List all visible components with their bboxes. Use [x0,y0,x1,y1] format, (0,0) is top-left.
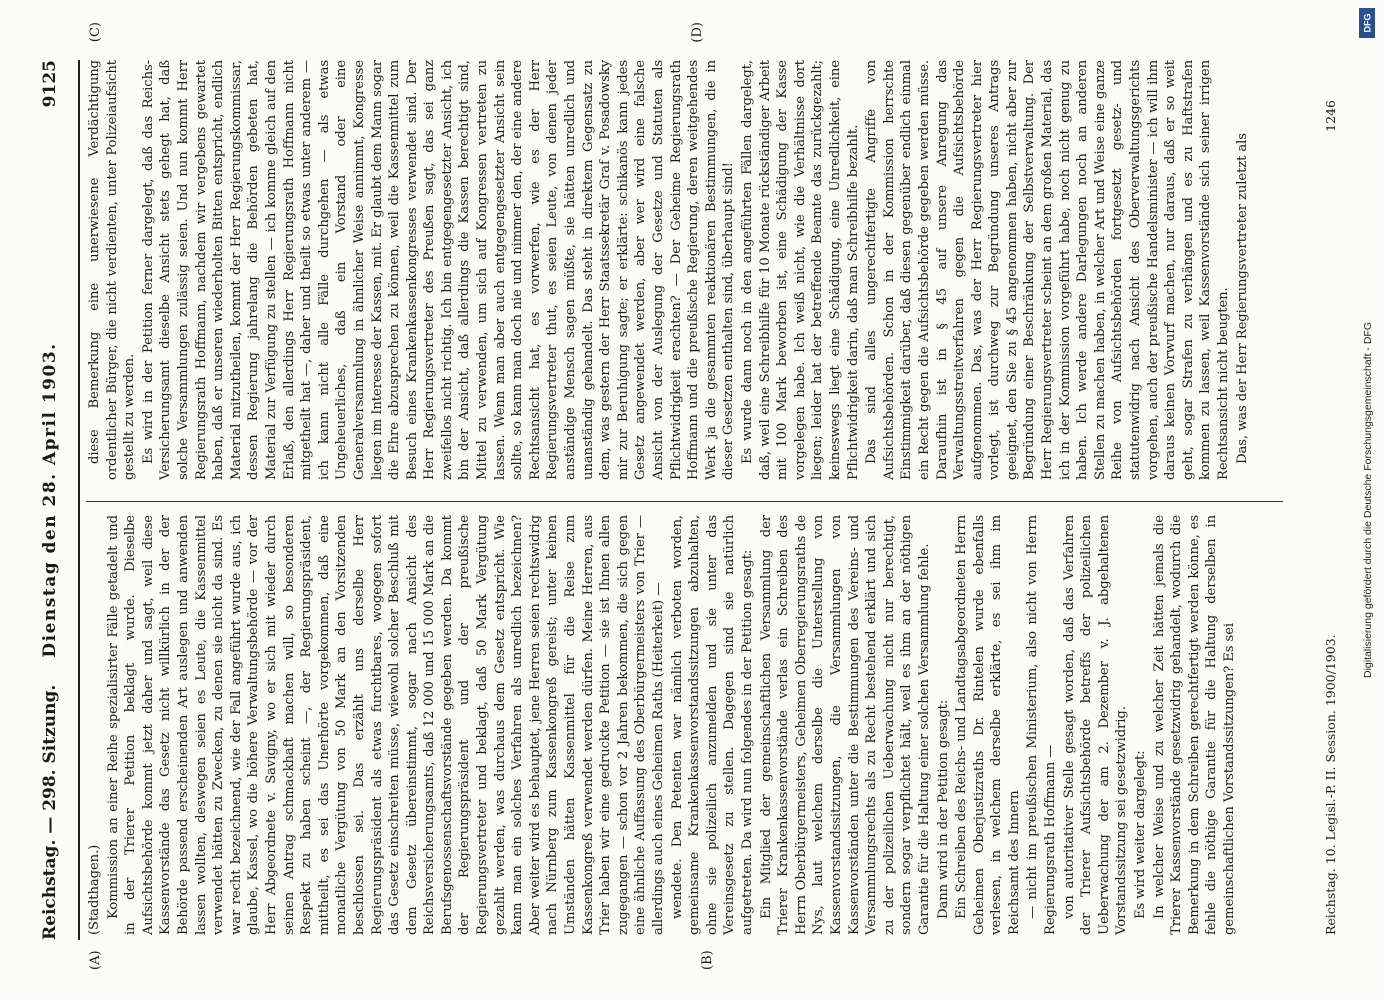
paragraph: — nicht im preußischen Ministerium, also nicht von Herrn Regierungsrath Hoffmann — [1025,515,1059,935]
footer-number: 1246 [1323,100,1338,132]
paragraph: Das, was der Herr Regierungsvertreter zuletzt als [1234,133,1250,464]
header-rule [78,60,80,940]
dfg-credit: Digitalisierung gefördert durch die Deutsche Forschungsgemeinschaft - DFG [1362,321,1374,679]
paragraph: Ein Mitglied der gemeinschaftlichen Versammlung der Trierer Krankenkassenvorstände verlas ein Schreiben des Herrn Oberbürgermeisters, Geheimen Oberregierungsraths de Nys, laut welchem derselbe die Unterstellung von Kassenvorstandssitzungen, die Versammlungen von Kassenvorständen unter die Bestimmungen des Vereins- und Versammlungsrechts als zu Recht bestehend erklärt und sich zu der polizeilichen Ueberwachung nicht nur berechtigt, sondern sogar verpflichtet hält, weil es ihm an der nöthigen Garantie für die Haltung einer solchen Versammlung fehle. [758,515,932,935]
paragraph: Es wird weiter dargelegt: [1133,750,1149,919]
page-number: 9125 [40,60,60,108]
dfg-sidebar [1359,8,1377,992]
margin-mark-b: (B) [700,950,715,970]
paragraph: diese Bemerkung eine unerwiesene Verdächtigung ordentlicher Bürger, die nicht verdienten, unter Polizeiaufsicht gestellt zu werden. [87,60,138,480]
margin-mark-a: (A) [88,950,103,970]
header-date: Dienstag den 28. April 1903. [40,342,60,658]
paragraph: Kommission an einer Reihe spezialisirter Fälle getadelt und in der Trierer Petition beklagt wurde. Dieselbe Aufsichtsbehörde kommt jetzt daher und sagt, weil diese Kassenvorstände das Gesetz nicht willkürlich in der der Behörde passend erscheinenden Art auslegen und anwenden lassen wollten, deswegen seien es Leute, die Kassenmittel verwendet hätten zu Zwecken, zu denen sie nicht da sind. Es war recht bezeichnend, wie der Fall angeführt wurde aus, ich glaube, Kassel, wo die höhere Verwaltungsbehörde — vor der Herr Abgeordnete v. Savigny, wo er sich mit wieder durch seinen Antrag schmackhaft machen will, so besonderen Respekt zu haben scheint —, der Regierungspräsident, mittheilt, es sei das Unerhörte vorgekommen, daß eine monatliche Vergütung von 50 Mark an den Vorsitzenden beschlossen sei. Das erzählt uns derselbe Herr Regierungspräsident als etwas furchtbares, wogegen sofort das Gesetz einschreiten müsse, wiewohl solcher Beschluß mit dem Gesetz übereinstimmt, sogar nach Ansicht des Reichsversicherungsamts, daß 12 000 und 15 000 Mark an die Berufsgenossenschaftsvorstände gegeben werden. Da kommt der Regierungspräsident und der preußische Regierungsvertreter und beklagt, daß 50 Mark Vergütung gezahlt werden, was durchaus dem Gesetz entspricht. Wie kann man ein solches Verfahren als unredlich bezeichnen? Aber weiter wird es behauptet, jene Herren seien rechtswidrig nach Nürnberg zum Kassenkongreß gereist; unter keinen Umständen hätten Kassenmittel für die Reise zum Kassenkongreß verwendet werden dürfen. Meine Herren, aus Trier haben wir eine gedruckte Petition — sie ist Ihnen allen zugegangen — schon vor 2 Jahren bekommen, die sich gegen eine ähnliche Auffassung des Oberbürgermeisters von Trier — allerdings auch eines Geheimen Raths (Heiterkeit) — [105,515,666,935]
paragraph: Das sind alles ungerechtfertigte Angriffe von Aufsichtsbehörden. Schon in der Kommission herrschte Einstimmigkeit darüber, daß diesen gegenüber endlich einmal ein Recht gegen die Aufsichtsbehörde gegeben werden müsse. Daraufhin ist in § 45 auf unsere Anregung das Verwaltungsstreitverfahren gegen die Aufsichtsbehörde aufgenommen. Das, was der Herr Regierungsvertreter hier vorlegt, ist durchweg zur Begründung unseres Antrags geeignet, den Sie zu § 45 angenommen haben, nicht aber zur Begründung einer Beschränkung der Selbstverwaltung. Der Herr Regierungsvertreter scheint an dem großen Material, das ich in der Kommission vorgeführt habe, noch nicht genug zu haben. Ich werde andere Darlegungen noch an anderen Stellen zu machen haben, in welcher Art und Weise eine ganze Reihe von Aufsichtsbehörden fortgesetzt gesetz- und statutenwidrig nach Ansicht des Oberverwaltungsgerichts vorgehen, auch der preußische Handelsminister — ich will ihm daraus keinen Vorwurf machen, nur daraus, daß er so weit geht, sogar Strafen zu verhängen und es zu Haftstrafen kommen zu lassen, weil Kassenvorstände sich seiner irrigen Rechtsansicht nicht beugten. [864,60,1231,480]
dfg-logo [1359,8,1375,38]
left-column [86,515,1283,935]
right-column [86,60,1283,480]
paragraph: Ein Schreiben des Reichs- und Landtagsabgeordneten Herrn Geheimen Oberjustizraths Dr. Rintelen wurde ebenfalls verlesen, in welchem derselbe erklärte, es sei ihm im Reichsamt des Innern [954,515,1022,935]
page-header [40,60,76,940]
speaker-label: (Stadthagen.) [87,844,102,935]
margin-mark-d: (D) [690,22,705,43]
margin-mark-c: (C) [88,22,103,43]
paragraph: Es wurde dann noch in den angeführten Fällen dargelegt, daß, weil eine Schreibhilfe für 10 Monate rückständiger Arbeit mit 100 Mark beworben ist, eine Schädigung der Kasse vorgelegen habe. Ich weiß nicht, wie die Verhältnisse dort liegen; leider hat der betreffende Beamte das zurückgezahlt; keineswegs liegt eine Schädigung, eine Unredlichkeit, eine Pflichtwidrigkeit darin, daß man Schreibhilfe bezahlt. [739,60,861,480]
paragraph: Dann wird in der Petition gesagt: [935,699,951,919]
paragraph: wendete. Den Petenten war nämlich verboten worden, gemeinsame Krankenkassenvorstandssitzungen abzuhalten, ohne sie polizeilich anzumelden und sie unter das Vereinsgesetz zu stellen. Dagegen sind sie natürlich aufgetreten. Da wird nun folgendes in der Petition gesagt: [669,515,755,935]
left-paragraphs [105,515,1239,935]
paragraph: In welcher Weise und zu welcher Zeit hätten jemals die Trierer Kassenvorstände gesetzwidrig gehandelt, wodurch die Bemerkung in dem Schreiben gerechtfertigt werden könne, es fehle die nöthige Garantie für die Haltung derselben in gemeinschaftlichen Vorstandssitzungen? Es sei [1151,515,1237,935]
header-left: Reichstag. — 298. Sitzung. [40,684,60,940]
column-rule [86,501,1283,502]
paragraph: Es wird in der Petition ferner dargelegt, daß das Reichs-Versicherungsamt dieselbe Ansicht stets gehegt hat, daß solche Versammlungen zulässig seien. Und nun kommt Herr Regierungsrath Hoffmann, nachdem wir vergebens gewartet haben, daß er unseren wiederholten Bitten entspricht, endlich Material mitzutheilen, kommt der Herr Regierungskommissar, dessen Regierung jahrelang die Behörden gebeten hat, Material zur Verfügung zu stellen — ich komme gleich auf den Erlaß, den allerdings Herr Regierungsrath Hoffmann nicht mitgetheilt hat —, daher und theilt so etwas unter anderem — ich kann nicht alle Fälle durchgehen — als etwas Ungeheuerliches, daß ein Vorstand oder eine Generalversammlung in ähnlicher Weise annimmt, Kongresse liegen im Interesse der Kassen, mit. Er glaubt dem Mann sogar die Ehre abzusprechen zu können, weil die Kassenmittel zum Besuch eines Krankenkassenkongresses verwendet sind. Der Herr Regierungsvertreter des Preußen sagt, das sei ganz zweifellos nicht richtig. Ich bin entgegengesetzter Ansicht, ich bin der Ansicht, daß allerdings die Kassen berechtigt sind, Mittel zu verwenden, um sich auf Kongressen vertreten zu lassen. Wenn man aber auch entgegengesetzter Ansicht sein sollte, so kann man doch nie und nimmer den, der eine andere Rechtsansicht hat, es vorwerfen, wie es der Herr Regierungsvertreter thut, es seien Leute, von denen jeder anständige Mensch sagen müßte, sie hätten unredlich und unanständig gehandelt. Das steht in direktem Gegensatz zu dem, was gestern der Herr Staatssekretär Graf v. Posadowsky mir zur Beruhigung sagte; er erklärte: schikanös kann jedes Gesetz angewendet werden, aber wer wird eine falsche Ansicht von der Auslegung der Gesetze und Statuten als Pflichtwidrigkeit erachten? — Der Geheime Regierungsrath Hoffmann und die preußische Regierung, deren weitgehendes Werk ja die gesammten reaktionären Bestimmungen, die in dieser Gesetzen enthalten sind, überhaupt sind! [140,60,737,480]
right-paragraphs [86,60,1251,480]
dfg-logo-text: DFG [1362,13,1372,33]
footer-session: Reichstag. 10. Legisl.-P. II. Session. 1900/1903. [1323,634,1338,935]
paragraph: von autoritativer Stelle gesagt worden, daß das Verfahren der Trierer Aufsichtsbehörde betreffs der polizeilichen Ueberwachung der am 2. Dezember v. J. abgehaltenen Vorstandssitzung sei gesetzwidrig. [1061,515,1130,935]
